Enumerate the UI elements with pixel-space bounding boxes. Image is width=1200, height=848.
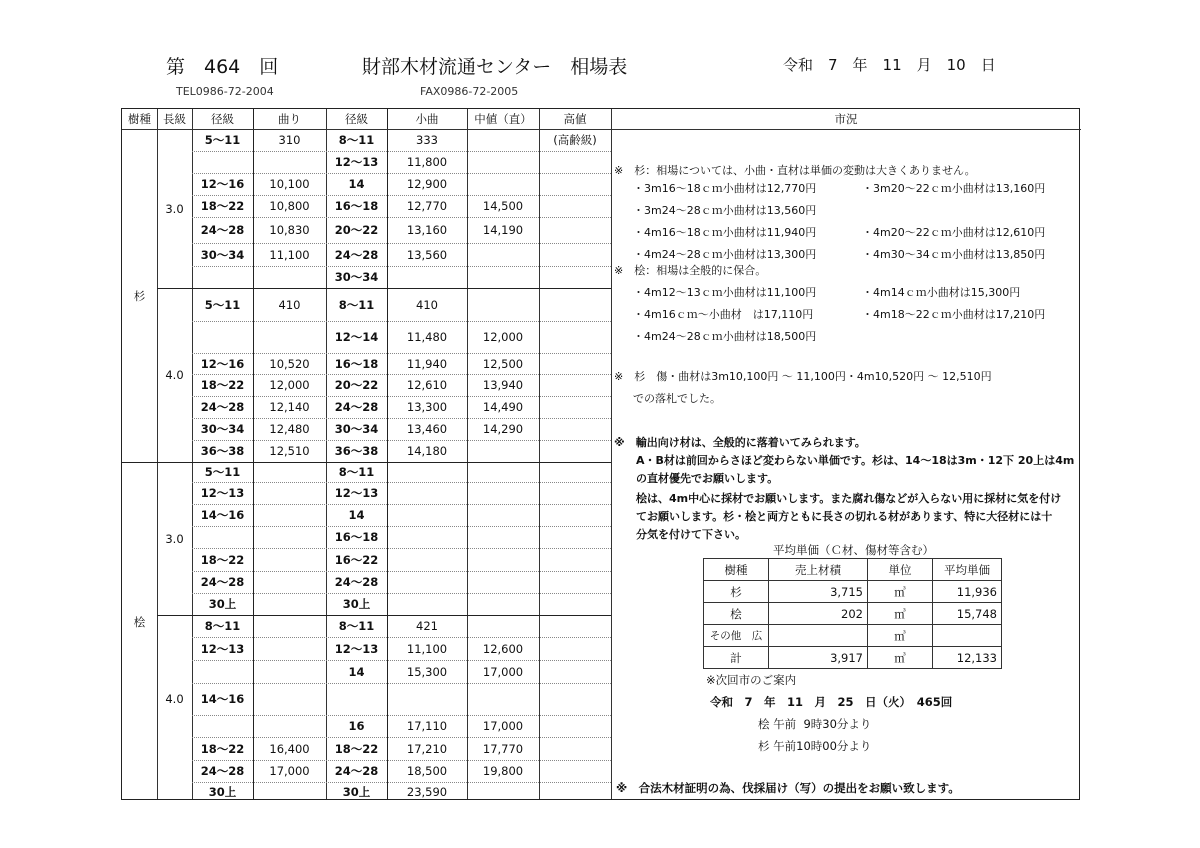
small-curve-price: 13,160	[406, 223, 448, 237]
avg-row	[704, 625, 1002, 647]
diameter-class-2: 14	[348, 177, 365, 191]
market-line: てお願いします。杉・桧と両方ともに長さの切れる材があります、特に大径材には十	[614, 510, 1053, 523]
avg-cell	[769, 625, 868, 647]
diameter-class-2: 24〜28	[334, 764, 379, 778]
diameter-class: 14〜16	[200, 692, 245, 706]
column-header: 高値	[563, 112, 587, 126]
avg-cell: ㎥	[868, 625, 933, 647]
avg-header-volume: 売上材積	[769, 559, 868, 581]
avg-cell: 計	[704, 647, 769, 669]
diameter-class: 30上	[208, 784, 237, 799]
diameter-class-2: 14	[348, 508, 365, 522]
footer-note: ※ 合法木材証明の為、伐採届け（写）の提出をお願い致します。	[616, 781, 960, 795]
market-line: ※ 杉 傷・曲材は3m10,100円 〜 11,100円・4m10,520円 〜 12,510円	[614, 370, 992, 383]
diameter-class-2: 16〜18	[334, 356, 379, 371]
curve-price: 310	[278, 133, 301, 147]
column-header: 樹種	[128, 112, 151, 126]
market-line: ※ 桧：相場は全般的に保合。	[614, 264, 767, 277]
diameter-class-2: 8〜11	[338, 297, 375, 312]
row-divider	[192, 321, 611, 322]
curve-price: 10,800	[269, 199, 310, 213]
market-line: ・4m14ｃｍ小曲材は15,300円	[862, 286, 1021, 299]
diameter-class-2: 8〜11	[338, 133, 375, 147]
curve-price: 10,830	[269, 223, 310, 237]
mid-price: 17,770	[482, 741, 524, 756]
diameter-class: 12〜13	[200, 486, 245, 500]
curve-price: 12,140	[269, 400, 310, 414]
diameter-class: 12〜16	[200, 356, 245, 371]
diameter-class-2: 30〜34	[334, 270, 379, 284]
small-curve-price: 17,210	[406, 741, 448, 756]
market-line: ・4m24〜28ｃｍ小曲材は13,300円	[622, 248, 817, 261]
diameter-class: 14〜16	[200, 508, 245, 522]
curve-price: 10,100	[269, 177, 310, 191]
round-number: 第 464 回	[166, 56, 279, 78]
small-curve-price: 17,110	[406, 719, 448, 733]
column-header: 長級	[163, 112, 186, 126]
small-curve-price: 15,300	[406, 664, 448, 679]
market-line: ・4m30〜34ｃｍ小曲材は13,850円	[862, 248, 1046, 261]
small-curve-price: 12,770	[406, 199, 448, 213]
diameter-class-2: 12〜14	[334, 330, 379, 344]
mid-price: 12,500	[482, 356, 524, 371]
avg-cell: ㎥	[868, 581, 933, 603]
market-line: ・3m20〜22ｃｍ小曲材は13,160円	[862, 182, 1046, 195]
curve-price: 12,000	[269, 378, 310, 392]
avg-cell: ㎥	[868, 647, 933, 669]
market-line: ・4m18〜22ｃｍ小曲材は17,210円	[862, 308, 1046, 321]
diameter-class: 18〜22	[200, 552, 245, 567]
diameter-class-2: 12〜13	[334, 641, 379, 656]
curve-price: 410	[278, 297, 301, 312]
diameter-class: 5〜11	[204, 297, 241, 312]
diameter-class: 30上	[208, 597, 237, 611]
avg-cell: 202	[769, 603, 868, 625]
diameter-class: 30〜34	[200, 422, 245, 436]
avg-cell: 3,715	[769, 581, 868, 603]
avg-header-price: 平均単価	[933, 559, 1002, 581]
mid-price: 14,190	[482, 223, 524, 237]
diameter-class: 24〜28	[200, 764, 245, 778]
market-line: ・3m24〜28ｃｍ小曲材は13,560円	[622, 204, 817, 217]
mid-price: 14,290	[482, 422, 524, 436]
avg-cell: 11,936	[933, 581, 1002, 603]
diameter-class: 12〜16	[200, 177, 245, 191]
mid-price: 19,800	[482, 764, 524, 778]
market-line: ・4m24〜28ｃｍ小曲材は18,500円	[622, 330, 817, 343]
avg-price-table	[703, 558, 1002, 669]
curve-price: 12,480	[269, 422, 310, 436]
market-line: ・4m20〜22ｃｍ小曲材は12,610円	[862, 226, 1046, 239]
diameter-class: 18〜22	[200, 378, 245, 392]
diameter-class-2: 16	[348, 719, 365, 733]
row-divider	[192, 548, 611, 549]
avg-cell: 3,917	[769, 647, 868, 669]
small-curve-price: 13,460	[406, 422, 448, 436]
column-header: 小曲	[415, 112, 439, 126]
diameter-class: 12〜13	[200, 641, 245, 656]
mid-price: 14,500	[482, 199, 524, 213]
diameter-class: 24〜28	[200, 223, 245, 237]
market-line: 桧は、4m中心に採材でお願いします。また腐れ傷などが入らない用に採材に気を付け	[614, 492, 1062, 505]
avg-cell	[933, 625, 1002, 647]
diameter-class: 5〜11	[204, 133, 241, 147]
curve-price: 10,520	[269, 356, 310, 371]
diameter-class-2: 24〜28	[334, 575, 379, 589]
column-header: 径級	[211, 112, 234, 126]
avg-header-row	[704, 559, 1002, 581]
diameter-class-2: 30上	[342, 784, 371, 799]
diameter-class: 18〜22	[200, 199, 245, 213]
avg-cell: 15,748	[933, 603, 1002, 625]
small-curve-price: 421	[416, 619, 438, 633]
row-divider	[192, 683, 611, 684]
column-header: 径級	[345, 112, 368, 126]
small-curve-price: 12,900	[406, 177, 448, 191]
diameter-class: 8〜11	[204, 619, 241, 633]
row-divider	[192, 217, 611, 218]
market-line: ・4m12〜13ｃｍ小曲材は11,100円	[622, 286, 817, 299]
high-price: (高齢級)	[553, 133, 597, 147]
small-curve-price: 14,180	[406, 444, 448, 458]
market-line: での落札でした。	[622, 392, 721, 405]
avg-row	[704, 603, 1002, 625]
small-curve-price: 12,610	[406, 378, 448, 392]
curve-price: 12,510	[269, 444, 310, 458]
diameter-class: 24〜28	[200, 400, 245, 414]
market-line: の直材優先でお願いします。	[614, 472, 779, 485]
next-hinoki-time: 桧 午前 9時30分より	[758, 717, 872, 731]
length-label: 3.0	[165, 201, 184, 216]
avg-row	[704, 581, 1002, 603]
row-divider	[192, 593, 611, 594]
small-curve-price: 11,480	[406, 330, 448, 344]
avg-table-title: 平均単価（Ｃ材、傷材等含む）	[773, 543, 934, 557]
avg-cell: 杉	[704, 581, 769, 603]
diameter-class-2: 36〜38	[334, 444, 379, 458]
tel-number: TEL0986-72-2004	[176, 85, 274, 98]
market-line: ・4m16ｃｍ〜小曲材 は17,110円	[622, 308, 814, 321]
diameter-class-2: 12〜13	[334, 155, 379, 169]
market-line: A・B材は前回からさほど変わらない単価です。杉は、14〜18は3m・12下 20上は4m	[614, 454, 1075, 467]
curve-price: 16,400	[269, 741, 310, 756]
next-sugi-time: 杉 午前10時00分より	[758, 739, 872, 753]
avg-row	[704, 647, 1002, 669]
diameter-class-2: 24〜28	[334, 247, 379, 262]
avg-cell: 桧	[704, 603, 769, 625]
next-market-date: 令和 7 年 11 月 25 日（火） 465回	[710, 695, 953, 709]
diameter-class-2: 8〜11	[338, 619, 375, 633]
column-divider	[611, 109, 612, 799]
diameter-class-2: 30上	[342, 597, 371, 611]
diameter-class: 30〜34	[200, 247, 245, 262]
species-label-hinoki: 桧	[133, 615, 146, 629]
small-curve-price: 18,500	[406, 764, 448, 778]
diameter-class-2: 16〜22	[334, 552, 379, 567]
market-line: ※ 輸出向け材は、全般的に落着いてみられます。	[614, 436, 866, 449]
mid-price: 13,940	[482, 378, 524, 392]
small-curve-price: 23,590	[406, 784, 448, 799]
mid-price: 12,000	[482, 330, 524, 344]
small-curve-price: 11,800	[406, 155, 448, 169]
diameter-class-2: 20〜22	[334, 378, 379, 392]
row-divider	[192, 266, 611, 267]
mid-price: 14,490	[482, 400, 524, 414]
small-curve-price: 333	[416, 133, 438, 147]
avg-header-unit: 単位	[868, 559, 933, 581]
length-label: 4.0	[165, 368, 184, 382]
mid-price: 17,000	[482, 719, 524, 733]
avg-cell: ㎥	[868, 603, 933, 625]
length-label: 3.0	[165, 531, 184, 546]
column-divider	[539, 109, 540, 799]
curve-price: 17,000	[269, 764, 310, 778]
column-header: 曲り	[278, 112, 301, 126]
market-line: ・4m16〜18ｃｍ小曲材は11,940円	[622, 226, 817, 239]
market-line: ※ 杉：相場については、小曲・直材は単価の変動は大きくありません。	[614, 164, 976, 177]
diameter-class: 18〜22	[200, 741, 245, 756]
small-curve-price: 13,300	[406, 400, 448, 414]
small-curve-price: 11,940	[406, 356, 448, 371]
small-curve-price: 11,100	[406, 641, 448, 656]
market-line: ・3m16〜18ｃｍ小曲材は12,770円	[622, 182, 817, 195]
length-divider	[157, 288, 611, 289]
diameter-class: 5〜11	[204, 465, 241, 479]
diameter-class-2: 8〜11	[338, 465, 375, 479]
length-label: 4.0	[165, 691, 184, 706]
diameter-class-2: 16〜18	[334, 530, 379, 544]
row-divider	[192, 482, 611, 483]
diameter-class-2: 18〜22	[334, 741, 379, 756]
mid-price: 12,600	[482, 641, 524, 656]
diameter-class-2: 20〜22	[334, 223, 379, 237]
row-divider	[192, 571, 611, 572]
market-line: 分気を付けて下さい。	[614, 528, 746, 541]
page-title: 財部木材流通センター 相場表	[362, 56, 628, 78]
column-header: 市況	[834, 112, 858, 126]
small-curve-price: 410	[416, 297, 438, 312]
avg-header-species: 樹種	[704, 559, 769, 581]
diameter-class-2: 24〜28	[334, 400, 379, 414]
diameter-class-2: 12〜13	[334, 486, 379, 500]
report-date: 令和 7 年 11 月 10 日	[783, 56, 996, 74]
small-curve-price: 13,560	[406, 247, 448, 262]
fax-number: FAX0986-72-2005	[420, 85, 519, 98]
diameter-class-2: 14	[348, 664, 365, 679]
diameter-class: 36〜38	[200, 444, 245, 458]
mid-price: 17,000	[482, 664, 524, 679]
avg-cell: 12,133	[933, 647, 1002, 669]
row-divider	[192, 526, 611, 527]
next-market-label: ※次回市のご案内	[706, 673, 797, 687]
avg-cell: その他 広	[704, 625, 769, 647]
species-label-sugi: 杉	[133, 288, 146, 303]
column-header: 中値（直）	[474, 112, 532, 126]
diameter-class: 24〜28	[200, 575, 245, 589]
curve-price: 11,100	[269, 247, 310, 262]
diameter-class-2: 30〜34	[334, 422, 379, 436]
row-divider	[192, 504, 611, 505]
diameter-class-2: 16〜18	[334, 199, 379, 213]
